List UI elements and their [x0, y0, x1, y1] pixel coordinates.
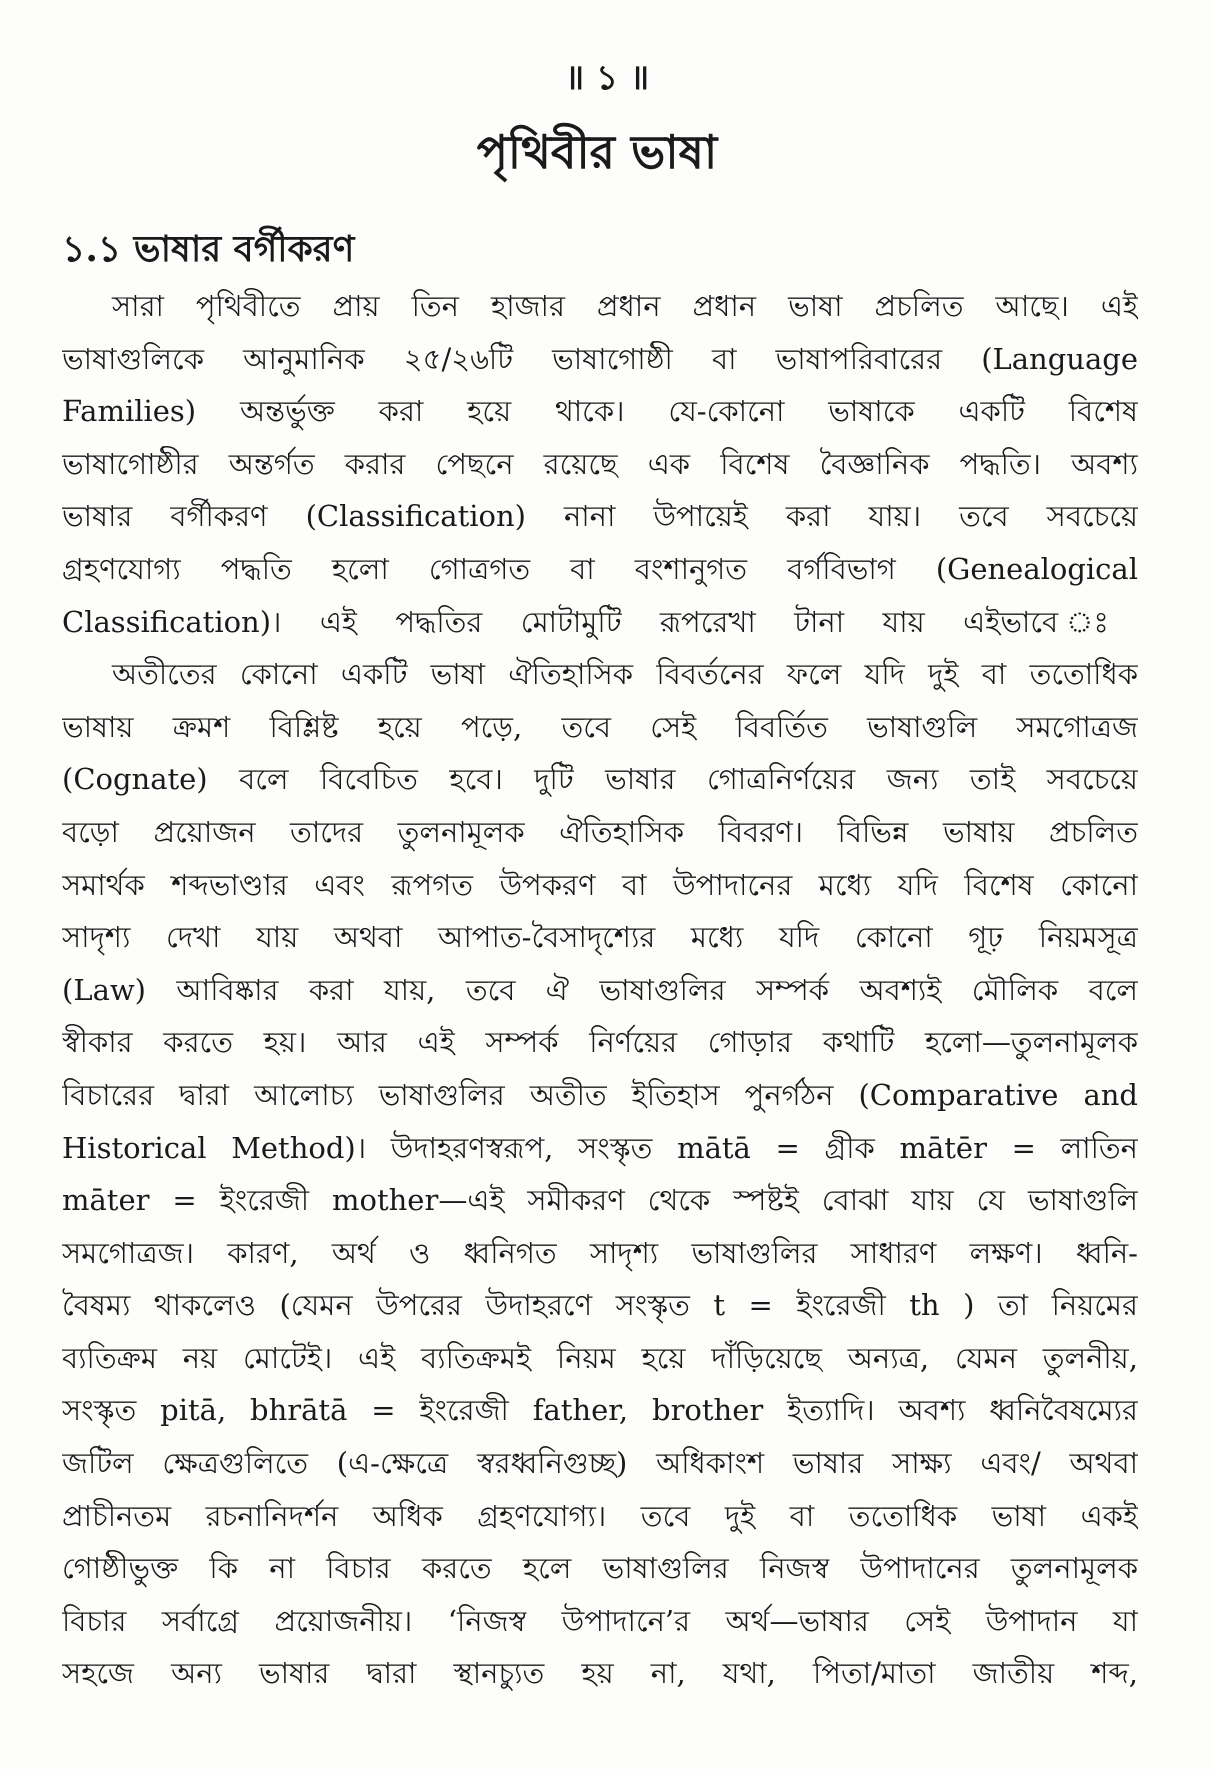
text-line: গোষ্ঠীভুক্ত কি না বিচার করতে হলে ভাষাগুলির নিজস্ব উপাদানের তুলনামূলক — [62, 1551, 1138, 1586]
text-line: সমগোত্রজ। কারণ, অর্থ ও ধ্বনিগত সাদৃশ্য ভাষাগুলির সাধারণ লক্ষণ। ধ্বনি- — [62, 1235, 1138, 1270]
text-line: গ্রহণযোগ্য পদ্ধতি হলো গোত্রগত বা বংশানুগত বর্গবিভাগ (Genealogical — [62, 551, 1138, 586]
text-line: Families) অন্তর্ভুক্ত করা হয়ে থাকে। যে-কোনো ভাষাকে একটি বিশেষ — [62, 394, 1138, 429]
chapter-title: পৃথিবীর ভাষা — [476, 125, 718, 179]
text-line: বড়ো প্রয়োজন তাদের তুলনামূলক ঐতিহাসিক বিবরণ। বিভিন্ন ভাষায় প্রচলিত — [62, 814, 1138, 849]
body-text — [62, 280, 1138, 1700]
text-line: (Law) আবিষ্কার করা যায়, তবে ঐ ভাষাগুলির সম্পর্ক অবশ্যই মৌলিক বলে — [62, 972, 1138, 1007]
text-line: māter = ইংরেজী mother—এই সমীকরণ থেকে স্পষ্টই বোঝা যায় যে ভাষাগুলি — [62, 1183, 1138, 1218]
text-line: বিচার সর্বাগ্রে প্রয়োজনীয়। ‘নিজস্ব উপাদানে’র অর্থ—ভাষার সেই উপাদান যা — [62, 1603, 1138, 1638]
text-line: বৈষম্য থাকলেও (যেমন উপরের উদাহরণে সংস্কৃত t = ইংরেজী th ) তা নিয়মের — [62, 1288, 1138, 1323]
text-line: সমার্থক শব্দভাণ্ডার এবং রূপগত উপকরণ বা উপাদানের মধ্যে যদি বিশেষ কোনো — [62, 867, 1138, 902]
text-line: বিচারের দ্বারা আলোচ্য ভাষাগুলির অতীত ইতিহাস পুনর্গঠন (Comparative and — [62, 1077, 1138, 1112]
text-line: সাদৃশ্য দেখা যায় অথবা আপাত-বৈসাদৃশ্যের মধ্যে যদি কোনো গূঢ় নিয়মসূত্র — [62, 920, 1138, 955]
chapter-number: ॥ ১ ॥ — [564, 58, 650, 98]
text-line: ভাষার বর্গীকরণ (Classification) নানা উপায়েই করা যায়। তবে সবচেয়ে — [62, 499, 1138, 534]
text-line: (Cognate) বলে বিবেচিত হবে। দুটি ভাষার গোত্রনির্ণয়ের জন্য তাই সবচেয়ে — [62, 762, 1138, 797]
text-line: অতীতের কোনো একটি ভাষা ঐতিহাসিক বিবর্তনের ফলে যদি দুই বা ততোধিক — [112, 657, 1138, 692]
text-line: ভাষায় ক্রমশ বিশ্লিষ্ট হয়ে পড়ে, তবে সেই বিবর্তিত ভাষাগুলি সমগোত্রজ — [62, 709, 1138, 744]
text-line: সংস্কৃত pitā, bhrātā = ইংরেজী father, brother ইত্যাদি। অবশ্য ধ্বনিবৈষম্যের — [62, 1393, 1138, 1428]
text-line: ভাষাগোষ্ঠীর অন্তর্গত করার পেছনে রয়েছে এক বিশেষ বৈজ্ঞানিক পদ্ধতি। অবশ্য — [62, 446, 1138, 481]
text-line: স্বীকার করতে হয়। আর এই সম্পর্ক নির্ণয়ের গোড়ার কথাটি হলো—তুলনামূলক — [62, 1025, 1138, 1060]
text-line: জটিল ক্ষেত্রগুলিতে (এ-ক্ষেত্রে স্বরধ্বনিগুচ্ছ) অধিকাংশ ভাষার সাক্ষ্য এবং/ অথবা — [62, 1446, 1138, 1481]
text-line: ভাষাগুলিকে আনুমানিক ২৫/২৬টি ভাষাগোষ্ঠী বা ভাষাপরিবারের (Language — [62, 341, 1138, 376]
text-line: ব্যতিক্রম নয় মোটেই। এই ব্যতিক্রমই নিয়ম হয়ে দাঁড়িয়েছে অন্যত্র, যেমন তুলনীয়, — [62, 1340, 1138, 1375]
section-heading: ১.১ ভাষার বর্গীকরণ — [62, 228, 355, 270]
text-line: প্রাচীনতম রচনানিদর্শন অধিক গ্রহণযোগ্য। তবে দুই বা ততোধিক ভাষা একই — [62, 1498, 1138, 1533]
text-line: সারা পৃথিবীতে প্রায় তিন হাজার প্রধান প্রধান ভাষা প্রচলিত আছে। এই — [112, 289, 1138, 323]
text-line: Historical Method)। উদাহরণস্বরূপ, সংস্কৃত mātā = গ্রীক mātēr = লাতিন — [62, 1130, 1138, 1165]
text-line: Classification)। এই পদ্ধতির মোটামুটি রূপরেখা টানা যায় এইভাবে ঃ — [62, 604, 1138, 639]
text-line: সহজে অন্য ভাষার দ্বারা স্থানচ্যুত হয় না, যথা, পিতা/মাতা জাতীয় শব্দ, — [62, 1656, 1138, 1691]
